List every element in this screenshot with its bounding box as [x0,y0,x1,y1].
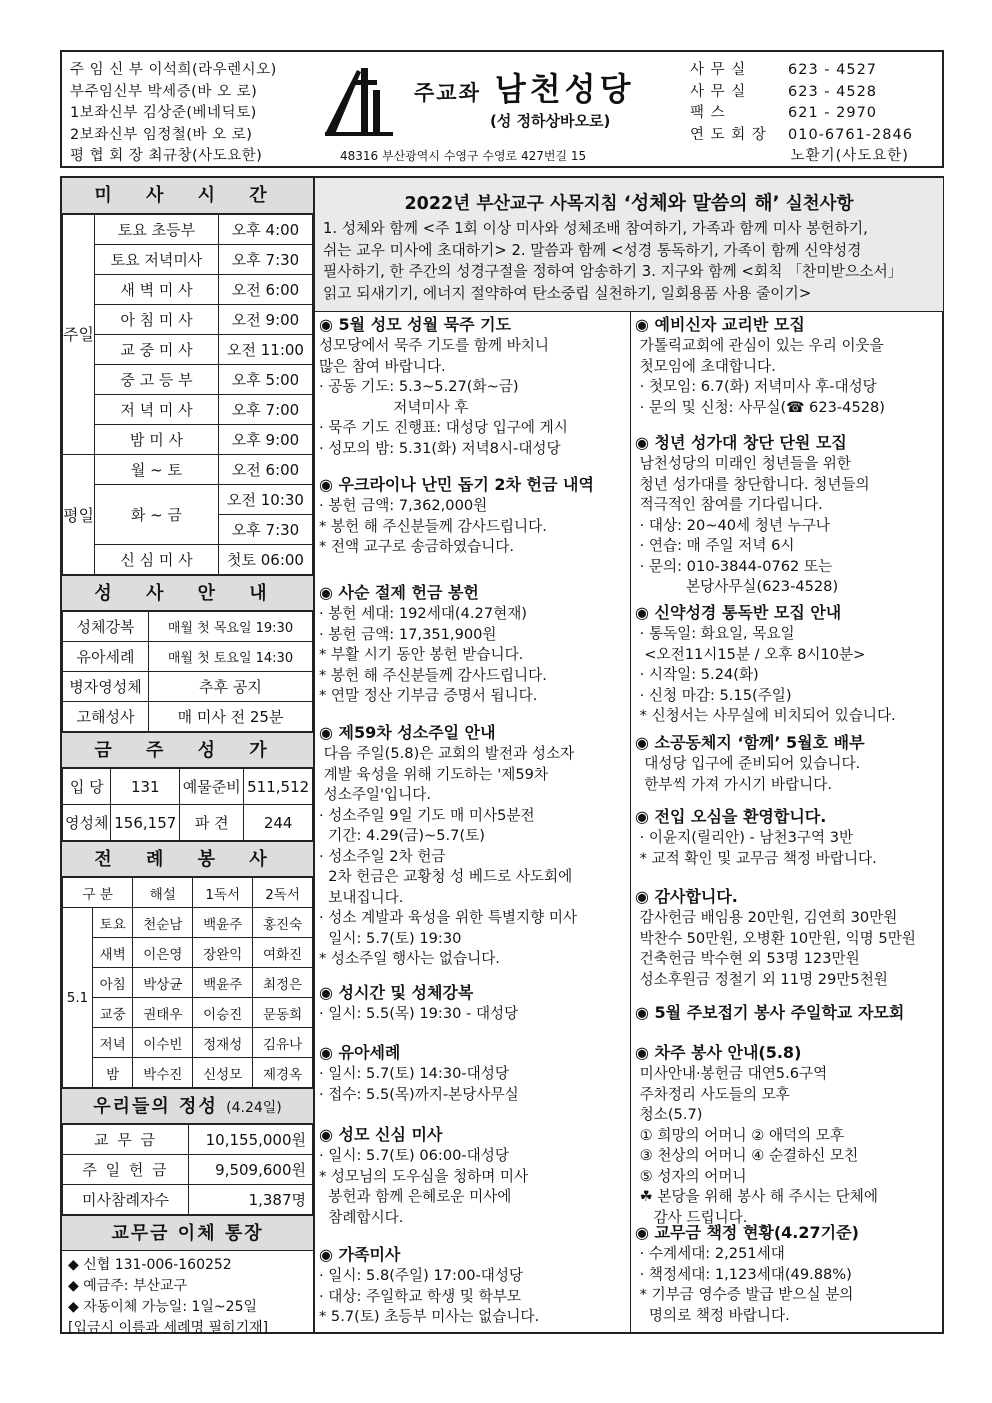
notice-line: 건축헌금 박수현 외 53명 123만원 [635,950,860,967]
notice-title: ◉ 5월 주보접기 봉사 주일학교 자모회 [635,1003,905,1022]
notice-item [635,732,939,795]
notice-title: ◉ 성모 신심 미사 [319,1125,443,1144]
notice-title: ◉ 차주 봉사 안내(5.8) [635,1043,802,1062]
notice-line: 본당사무실(623-4528) [635,578,839,595]
church-address: 48316 부산광역시 수영구 수영로 427번길 15 [340,149,587,163]
table-row: 새 벽 미 사 오전 6:00 [63,275,313,305]
table-row: 유아세례 매월 첫 토요일 14:30 [63,642,313,672]
notice-line: <오전11시15분 / 오후 8시10분> [635,645,866,663]
notice-title: ◉ 우크라이나 난민 돕기 2차 헌금 내역 [319,475,594,494]
notice-line: * 전액 교구로 송금하였습니다. [319,538,515,555]
notice-title: ◉ 사순 절제 헌금 봉헌 [319,583,479,602]
main-content [314,176,944,1334]
table-row: 5.1 토요 천순남 백윤주 홍진숙 [63,908,313,938]
notice-line: · 일시: 5.7(토) 06:00-대성당 [319,1147,509,1164]
notice-line: · 문의: 010-3844-0762 또는 [635,557,833,575]
contact-row: 팩 스 621 - 2970 [690,105,878,121]
notice-line: 박찬수 50만원, 오병환 10만원, 익명 5만원 [635,929,916,947]
mass-times-table [62,214,313,575]
table-row: 고해성사 매 미사 전 25분 [63,702,313,732]
bank-info: ◆ 신협 131-006-160252 ◆ 예금주: 부산교구 ◆ 자동이체 가능일: 1일~25일 [입금시 이름과 세례명 필히기재] [68,1257,269,1336]
notice-line: 기간: 4.29(금)~5.7(토) [319,827,485,844]
notice-item [635,806,939,869]
notice-line: 참례합시다. [319,1208,404,1226]
notice-line: · 묵주 기도 진행표: 대성당 입구에 게시 [319,419,568,436]
notice-line: 남천성당의 미래인 청년들을 위한 [635,455,851,472]
notice-item [319,474,626,558]
notice-line: 미사안내·봉헌금 대연5.6구역 [635,1065,828,1082]
notice-line: * 연말 정산 기부금 증명서 됩니다. [319,687,538,704]
notice-line: · 일시: 5.8(주일) 17:00-대성당 [319,1267,524,1284]
staff-row: 주 임 신 부 이석희(라우렌시오) [70,62,277,78]
notice-line: · 접수: 5.5(목)까지-본당사무실 [319,1085,519,1103]
notice-line: 적극적인 참여를 기다립니다. [635,496,823,513]
table-row: 밤 미 사 오후 9:00 [63,425,313,455]
notice-line: * 부활 시기 동안 봉헌 받습니다. [319,646,524,663]
contact-row: 사 무 실 623 - 4527 [690,62,878,78]
masthead [60,50,944,168]
table-row: 성체강복 매월 첫 목요일 19:30 [63,612,313,642]
table-row: 새벽 이은영 장완익 여화진 [63,938,313,968]
notice-item [319,1042,626,1105]
table-row: 오후 7:30 [63,515,313,545]
notice-line: 다음 주일(5.8)은 교회의 발전과 성소자 [319,745,575,762]
notice-line: 첫모임에 초대합니다. [635,357,776,375]
table-row: 교 중 미 사 오전 11:00 [63,335,313,365]
table-row: 저 녁 미 사 오후 7:00 [63,395,313,425]
table-row: 영성체 156,157 파 견 244 [63,805,313,841]
table-row: 교 무 금 10,155,000원 [63,1125,313,1155]
notices-right [631,312,943,1332]
notice-line: 많은 참여 바랍니다. [319,357,446,375]
church-title: 남천성당 [494,70,635,108]
notice-item [319,1244,626,1328]
notice-line: * 교적 확인 및 교무금 책정 바랍니다. [635,849,877,867]
notice-line: · 일시: 5.5(목) 19:30 - 대성당 [319,1005,519,1022]
notice-title: ◉ 소공동체지 ‘함께’ 5월호 배부 [635,733,865,752]
notice-line: · 일시: 5.7(토) 14:30-대성당 [319,1065,509,1082]
notice-line: ☘ 본당을 위해 봉사 해 주시는 단체에 [635,1188,878,1205]
notice-line: · 문의 및 신청: 사무실(☎ 623-4528) [635,398,885,416]
notice-line: · 책정세대: 1,123세대(49.88%) [635,1265,852,1283]
church-patron: (성 정하상바오로) [490,112,611,130]
notice-line: · 봉헌 세대: 192세대(4.27현재) [319,605,527,622]
offering-title: 우리들의 정성 (4.24일) [62,1088,313,1124]
table-row: 중 고 등 부 오후 5:00 [63,365,313,395]
notice-line: 감사헌금 배임용 20만원, 김연희 30만원 [635,909,898,926]
bank-title: 교무금 이체 통장 [62,1215,313,1251]
liturgy-table [62,877,313,1088]
table-row: 주 일 헌 금 9,509,600원 [63,1155,313,1185]
notice-line: · 수계세대: 2,251세대 [635,1245,785,1262]
contact-row: 사 무 실 623 - 4528 [690,83,878,100]
contact-row: 연 도 회 장 010-6761-2846 [690,126,913,143]
notice-item [319,1124,626,1228]
notice-line: · 대상: 20~40세 청년 누구나 [635,516,830,534]
church-name [414,64,635,110]
notice-title: ◉ 청년 성가대 창단 단원 모집 [635,433,847,452]
staff-row: 평 협 회 장 최규창(사도요한) [70,148,263,164]
notice-line: · 첫모임: 6.7(화) 저녁미사 후-대성당 [635,378,877,395]
notice-line: 봉헌과 함께 은혜로운 미사에 [319,1188,512,1205]
table-row: 입 당 131 예물준비 511,512 [63,769,313,805]
diocese-label: 주교좌 [414,81,481,105]
notice-item [635,432,939,598]
notices-left [315,312,631,1332]
notice-line: 가톨릭교회에 관심이 있는 우리 이웃을 [635,337,884,354]
notice-line: · 연습: 매 주일 저녁 6시 [635,537,795,554]
sidebar [60,176,314,1334]
notice-title: ◉ 유아세례 [319,1043,401,1062]
notice-item [319,982,626,1025]
notice-line: ③ 천상의 어머니 ④ 순결하신 모친 [635,1147,859,1164]
notice-line: 청년 성가대를 창단합니다. 청년들의 [635,475,870,493]
notice-line: 감사 드립니다. [635,1208,748,1226]
notice-line: 성소주일'입니다. [319,786,431,803]
table-row: 토요 저녁미사 오후 7:30 [63,245,313,275]
notice-line: · 봉헌 금액: 7,362,000원 [319,497,488,514]
mass-times-title: 미 사 시 간 [62,178,313,214]
staff-row: 2보좌신부 임정철(바 오 로) [70,126,253,143]
banner-body: 1. 성체와 함께 <주 1회 이상 미사와 성체조배 참여하기, 가족과 함께 미사 봉헌하기, 쉬는 교우 미사에 초대하기> 2. 말씀과 함께 <성경 통독하기, 가족이 함께 신약성경 필사하기, 한 주간의 성경구절을 정하여 암송하기 3. 지구와 함께 <회칙 「찬미받으소서」 읽고 되새기기, 에너지 절약하여 탄소중립 실천하기, 일회용품 사용 줄이기> [323,220,903,302]
banner-title: 2022년 부산교구 사목지침 ‘성체와 말씀의 해’ 실천사항 [404,192,854,214]
staff-row: 1보좌신부 김상준(베네딕토) [70,105,257,121]
table-row: 구 분 해설 1독서 2독서 [63,878,313,908]
hymns-title: 금 주 성 가 [62,732,313,768]
notice-line: * 5.7(토) 초등부 미사는 없습니다. [319,1308,540,1325]
table-row: 아 침 미 사 오전 9:00 [63,305,313,335]
table-row: 미사참례자수 1,387명 [63,1185,313,1215]
notice-title: ◉ 제59차 성소주일 안내 [319,723,496,742]
staff-list [70,60,277,168]
notice-line: 청소(5.7) [635,1106,703,1123]
notice-line: * 봉헌 해 주신분들께 감사드립니다. [319,666,547,684]
notice-line: · 통독일: 화요일, 목요일 [635,625,795,642]
notice-line: * 성소주일 행사는 없습니다. [319,950,500,967]
pastoral-banner [315,178,943,312]
notice-line: 명의로 책정 바랍니다. [635,1306,790,1324]
sunday-label: 주일 [63,215,95,455]
notice-line: 계발 육성을 위해 기도하는 '제59차 [319,765,549,783]
notice-title: ◉ 예비신자 교리반 모집 [635,315,805,334]
notice-item [635,314,939,418]
notice-title: ◉ 교무금 책정 현황(4.27기준) [635,1223,859,1242]
notice-item [319,314,626,459]
weekday-label: 평일 [63,455,95,575]
table-row: 교중 권태우 이승진 문동희 [63,998,313,1028]
notice-line: 보내집니다. [319,888,404,906]
table-row: 신 심 미 사 첫토 06:00 [63,545,313,575]
notice-line: 주차정리 사도들의 모후 [635,1085,790,1103]
notice-line: 대성당 입구에 준비되어 있습니다. [635,755,861,772]
contact-list [690,60,913,168]
offering-table [62,1124,313,1215]
notice-item [635,886,939,990]
notice-line: 저녁미사 후 [319,398,469,416]
notice-item [319,582,626,707]
notice-line: · 성소 계발과 육성을 위한 특별지향 미사 [319,909,578,926]
notice-line: * 성모님의 도우심을 청하며 미사 [319,1167,529,1185]
notice-title: ◉ 가족미사 [319,1245,401,1264]
notice-line: · 성모의 밤: 5.31(화) 저녁8시-대성당 [319,439,561,457]
notice-title: ◉ 감사합니다. [635,887,738,906]
notice-item [319,722,626,970]
table-row: 저녁 이수빈 정재성 김유나 [63,1028,313,1058]
contact-person: 노환기(사도요한) [790,148,909,164]
notice-line: · 성소주일 2차 헌금 [319,847,446,865]
notice-line: ⑤ 성자의 어머니 [635,1167,747,1185]
notice-line: 한부씩 가져 가시기 바랍니다. [635,775,833,793]
notice-title: ◉ 신약성경 통독반 모집 안내 [635,603,842,622]
table-row: 아침 박상균 백윤주 최정은 [63,968,313,998]
liturgy-title: 전 례 봉 사 [62,841,313,877]
notice-line: · 이윤지(릴리안) - 남천3구역 3반 [635,829,854,846]
notice-item [635,1042,939,1228]
notice-line: 성소후원금 정철기 외 11명 29만5천원 [635,970,888,988]
sacraments-title: 성 사 안 내 [62,575,313,611]
table-row: 화 ~ 금 오전 10:30 [63,485,313,515]
notice-line: · 공동 기도: 5.3~5.27(화~금) [319,378,519,395]
staff-row: 부주임신부 박세증(바 오 로) [70,83,258,100]
table-row: 주일 토요 초등부 오후 4:00 [63,215,313,245]
notice-line: · 봉헌 금액: 17,351,900원 [319,625,497,643]
notice-line: · 대상: 주일학교 학생 및 학부모 [319,1287,521,1305]
notice-line: ① 희망의 어머니 ② 애덕의 모후 [635,1126,845,1144]
notice-line: 성모당에서 묵주 기도를 함께 바치니 [319,337,550,354]
notice-item [635,602,939,727]
notice-title: ◉ 성시간 및 성체강복 [319,983,474,1002]
notice-line: * 신청서는 사무실에 비치되어 있습니다. [635,707,896,724]
church-logo-icon [317,60,397,140]
notice-title: ◉ 전입 오심을 환영합니다. [635,807,827,826]
notice-line: * 봉헌 해 주신분들께 감사드립니다. [319,517,547,535]
notice-line: · 성소주일 9일 기도 매 미사5분전 [319,806,535,824]
table-row: 평일 월 ~ 토 오전 6:00 [63,455,313,485]
sacraments-table [62,611,313,732]
notice-item [635,1222,939,1326]
notice-line: 일시: 5.7(토) 19:30 [319,929,462,947]
table-row: 밤 박수진 신성모 제경옥 [63,1058,313,1088]
table-row: 병자영성체 추후 공지 [63,672,313,702]
notice-line: · 시작일: 5.24(화) [635,666,759,683]
notice-line: * 기부금 영수증 발급 받으실 분의 [635,1286,854,1303]
notice-title: ◉ 5월 성모 성월 묵주 기도 [319,315,512,334]
notice-line: 2차 헌금은 교황청 성 베드로 사도회에 [319,868,573,885]
notice-item [635,1002,939,1024]
notice-line: · 신청 마감: 5.15(주일) [635,686,792,704]
hymns-table [62,768,313,841]
